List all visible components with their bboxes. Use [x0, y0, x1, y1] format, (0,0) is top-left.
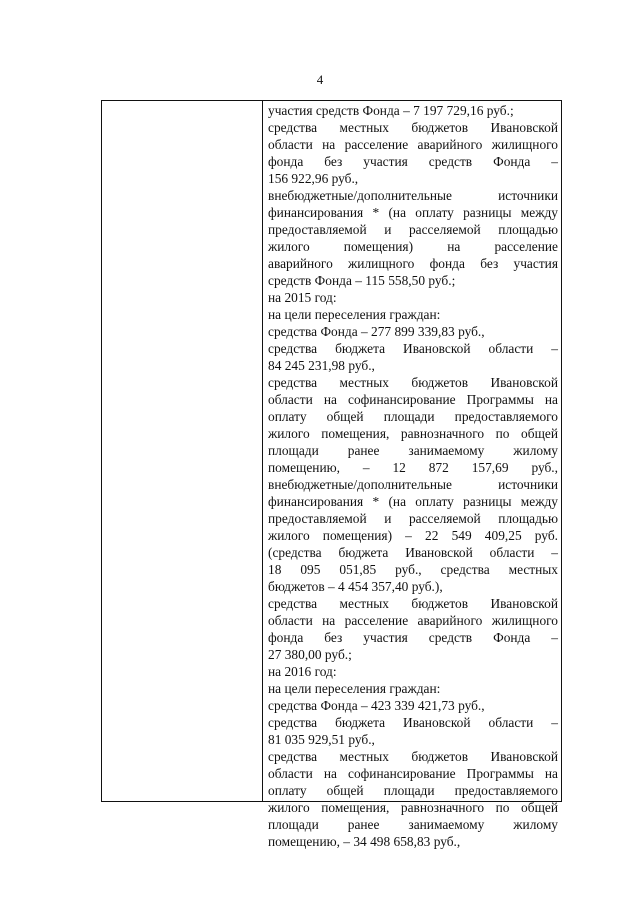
text-line: жилого помещения) на расселение [268, 239, 558, 254]
text-line: средства бюджета Ивановской области – [268, 715, 558, 730]
text-line: 18 095 051,85 руб., средства местных [268, 562, 558, 577]
text-line: средства местных бюджетов Ивановской [268, 596, 558, 611]
text-line: средства местных бюджетов Ивановской [268, 120, 558, 135]
text-line: на цели переселения граждан: [268, 681, 441, 696]
text-line: (средства бюджета Ивановской области – [268, 545, 558, 560]
text-line: площади ранее занимаемому жилому [268, 443, 558, 458]
text-line: фонда без участия средств Фонда – [268, 630, 558, 645]
text-line: финансирования * (на оплату разницы между [268, 205, 558, 220]
text-line: финансирования * (на оплату разницы между [268, 494, 558, 509]
text-line: предоставляемой и расселяемой площадью [268, 511, 558, 526]
text-line: средства местных бюджетов Ивановской [268, 375, 558, 390]
text-line: на 2015 год: [268, 290, 337, 305]
text-line: средства бюджета Ивановской области – [268, 341, 558, 356]
text-line: внебюджетные/дополнительные источники [268, 188, 558, 203]
text-line: жилого помещения) – 22 549 409,25 руб. [268, 528, 558, 543]
page-number: 4 [316, 72, 324, 87]
text-line: предоставляемой и расселяемой площадью [268, 222, 558, 237]
text-line: 81 035 929,51 руб., [268, 732, 375, 747]
text-line: области на расселение аварийного жилищного [268, 137, 558, 152]
text-line: оплату общей площади предоставляемого [268, 783, 558, 798]
text-line: средства Фонда – 277 899 339,83 руб., [268, 324, 485, 339]
text-line: 27 380,00 руб.; [268, 647, 352, 662]
text-line: средства Фонда – 423 339 421,73 руб., [268, 698, 485, 713]
financing-table [101, 100, 562, 849]
text-line: бюджетов – 4 454 357,40 руб.), [268, 579, 443, 594]
text-line: области на софинансирование Программы на [268, 392, 558, 407]
text-line: области на расселение аварийного жилищного [268, 613, 558, 628]
text-line: фонда без участия средств Фонда – [268, 154, 558, 169]
text-line: участия средств Фонда – 7 197 729,16 руб.; [268, 103, 514, 118]
text-line: помещению, – 34 498 658,83 руб., [268, 834, 461, 849]
text-line: на цели переселения граждан: [268, 307, 441, 322]
text-line: средства местных бюджетов Ивановской [268, 749, 558, 764]
text-line: внебюджетные/дополнительные источники [268, 477, 558, 492]
text-line: области на софинансирование Программы на [268, 766, 558, 781]
text-line: 156 922,96 руб., [268, 171, 359, 186]
text-line: оплату общей площади предоставляемого [268, 409, 558, 424]
text-line: помещению, – 12 872 157,69 руб., [268, 460, 558, 475]
text-line: площади ранее занимаемому жилому [268, 817, 558, 832]
column-divider [262, 101, 263, 801]
text-line: жилого помещения, равнозначного по общей [268, 800, 558, 815]
text-line: жилого помещения, равнозначного по общей [268, 426, 558, 441]
financing-text-cell [268, 102, 558, 850]
text-line: аварийного жилищного фонда без участия [268, 256, 558, 271]
text-line: 84 245 231,98 руб., [268, 358, 375, 373]
text-line: средств Фонда – 115 558,50 руб.; [268, 273, 456, 288]
text-line: на 2016 год: [268, 664, 337, 679]
